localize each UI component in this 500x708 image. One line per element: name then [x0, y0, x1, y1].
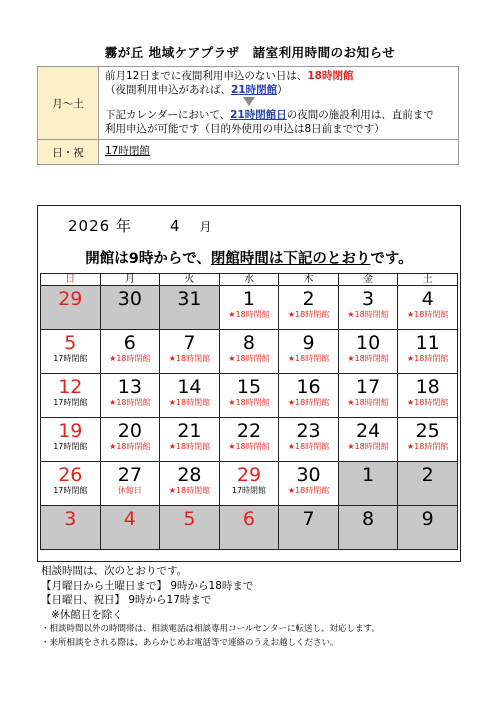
- calendar-day-cell: [41, 374, 101, 418]
- closing-note: 17時閉館: [53, 398, 88, 407]
- holiday-row: [38, 140, 459, 165]
- down-arrow-icon: [243, 97, 255, 106]
- weekday-line1-text: 前月12日までに夜間利用申込のない日は、: [105, 70, 308, 82]
- calendar-day-cell: [160, 506, 220, 550]
- day-number: 7: [183, 332, 196, 354]
- calendar-day-cell: [160, 330, 220, 374]
- calendar-day-cell: [160, 462, 220, 506]
- day-number: 28: [177, 464, 202, 486]
- closing-note: 17時閉館: [53, 442, 88, 451]
- arrow-row: [105, 97, 452, 109]
- day-number: 19: [58, 420, 83, 442]
- weekday-header: 金: [338, 274, 398, 286]
- calendar-day-cell: [41, 286, 101, 330]
- weekday-header: 月: [100, 274, 160, 286]
- weekday-label: 月～土: [38, 67, 99, 140]
- calendar-day-cell: [41, 418, 101, 462]
- closing-note: ★18時閉館: [287, 354, 330, 363]
- weekday-line2-text: （夜間利用申込があれば、: [105, 83, 231, 96]
- weekday-line4: 利用申込が可能です（目的外使用の申込は8日前までです）: [105, 122, 385, 135]
- weekday-row: [38, 67, 459, 140]
- day-number: 10: [356, 332, 381, 354]
- calendar-day-cell: [279, 506, 339, 550]
- day-number: 15: [236, 376, 262, 398]
- day-number: 23: [296, 420, 321, 442]
- closing-note: ★18時閉館: [407, 354, 449, 363]
- close-18-text: 18時閉館: [307, 70, 354, 82]
- calendar-day-cell: [338, 374, 398, 418]
- day-number: 11: [415, 332, 440, 354]
- calendar-week-row: [41, 374, 458, 418]
- calendar-body: [41, 286, 458, 550]
- calendar-day-cell: [398, 506, 458, 550]
- calendar-day-cell: [219, 286, 279, 330]
- calendar-box: [37, 205, 461, 562]
- closing-note: 17時閉館: [53, 354, 88, 363]
- calendar-day-cell: [160, 286, 220, 330]
- day-number: 22: [236, 420, 262, 442]
- day-number: 5: [64, 332, 77, 354]
- calendar-header: [68, 215, 212, 236]
- calendar-day-cell: [279, 418, 339, 462]
- calendar-week-row: [41, 506, 458, 550]
- weekday-line2: [105, 84, 452, 98]
- closing-note: 17時閉館: [53, 486, 88, 495]
- day-number: 12: [58, 376, 83, 398]
- calendar-week-row: [41, 330, 458, 374]
- consultation-notes: [41, 564, 380, 650]
- calendar-day-cell: [219, 374, 279, 418]
- calendar-day-cell: [100, 506, 160, 550]
- day-number: 6: [242, 508, 256, 530]
- day-number: 21: [177, 420, 202, 442]
- day-number: 30: [296, 464, 321, 486]
- calendar-day-cell: [338, 506, 398, 550]
- calendar-day-cell: [41, 330, 101, 374]
- notes-line3: 【日曜日、祝日】 9時から17時まで: [41, 594, 212, 606]
- weekday-header: 火: [160, 274, 220, 286]
- closing-note: ★18時閉館: [287, 442, 330, 451]
- notes-line2: 【月曜日から土曜日まで】 9時から18時まで: [41, 579, 254, 592]
- closing-note: ★18時閉館: [168, 354, 211, 363]
- day-number: 29: [236, 464, 262, 486]
- close-21-day-text: 21時閉館日: [230, 109, 287, 121]
- day-number: 8: [242, 332, 256, 354]
- calendar-day-cell: [41, 462, 101, 506]
- calendar-day-cell: [398, 374, 458, 418]
- calendar-day-cell: [160, 374, 220, 418]
- closing-note: ★18時閉館: [168, 442, 211, 451]
- day-number: 5: [183, 508, 196, 530]
- day-number: 14: [177, 376, 202, 398]
- day-number: 29: [58, 288, 83, 310]
- notes-line1: 相談時間は、次のとおりです。: [41, 565, 188, 577]
- calendar-day-cell: [279, 462, 339, 506]
- weekday-line3-text: 下記カレンダーにおいて、: [105, 109, 231, 121]
- closing-note: ★18時閉館: [228, 442, 270, 451]
- weekday-header: 水: [219, 274, 279, 286]
- day-number: 2: [302, 288, 315, 310]
- calendar-day-cell: [219, 506, 279, 550]
- day-number: 6: [123, 332, 136, 354]
- day-number: 24: [356, 420, 381, 442]
- calendar-month-unit: 月: [199, 220, 212, 234]
- closing-note: ★18時閉館: [287, 398, 330, 407]
- calendar-day-cell: [219, 330, 279, 374]
- weekday-line2-end: ）: [277, 83, 288, 96]
- calendar-day-cell: [398, 418, 458, 462]
- day-number: 1: [362, 464, 375, 486]
- calendar-year: 2026 年: [68, 217, 132, 235]
- calendar-day-cell: [398, 330, 458, 374]
- closing-note: 17時閉館: [231, 486, 267, 495]
- day-number: 20: [117, 420, 142, 442]
- calendar-week-row: [41, 462, 458, 506]
- day-number: 26: [58, 464, 83, 486]
- weekday-header: 土: [398, 274, 458, 286]
- closing-note: ★18時閉館: [109, 354, 151, 363]
- calendar-day-cell: [279, 374, 339, 418]
- closing-note: ★18時閉館: [228, 354, 270, 363]
- notice-text-c: です。: [370, 251, 413, 267]
- day-number: 9: [421, 508, 434, 530]
- day-number: 8: [362, 508, 375, 530]
- calendar-month: 4: [169, 217, 180, 235]
- closing-note: ★18時閉館: [407, 310, 449, 319]
- day-number: 3: [362, 288, 375, 310]
- closing-note: ★18時閉館: [228, 398, 270, 407]
- weekday-line3: [105, 109, 452, 123]
- closing-note: ★18時閉館: [109, 442, 151, 451]
- calendar-day-cell: [100, 418, 160, 462]
- calendar-notice: [38, 247, 460, 268]
- weekday-content: [99, 67, 459, 140]
- calendar-grid: [40, 273, 458, 550]
- closing-note: ★18時閉館: [287, 486, 330, 495]
- day-number: 3: [64, 508, 77, 530]
- notice-text-b: 閉館時間は下記のとおり: [210, 251, 371, 267]
- notice-text-a: 開館は9時からで、: [85, 251, 211, 267]
- hours-info-table: [37, 66, 459, 165]
- day-number: 4: [421, 288, 434, 310]
- closing-note: ★18時閉館: [168, 486, 211, 495]
- day-number: 1: [242, 288, 256, 310]
- holiday-label: 日・祝: [38, 140, 99, 165]
- day-number: 31: [177, 288, 202, 310]
- day-number: 17: [356, 376, 381, 398]
- holiday-content: [99, 140, 459, 165]
- closing-note: ★18時閉館: [168, 398, 211, 407]
- day-number: 9: [302, 332, 315, 354]
- weekday-line1: [105, 70, 452, 84]
- calendar-day-cell: [100, 462, 160, 506]
- calendar-day-cell: [100, 286, 160, 330]
- notes-line6: ・来所相談をされる際は、あらかじめお電話等で連絡のうえお越しください。: [41, 638, 339, 648]
- calendar-day-cell: [219, 462, 279, 506]
- calendar-day-cell: [41, 506, 101, 550]
- calendar-day-cell: [338, 330, 398, 374]
- page-title: 霧が丘 地域ケアプラザ 諸室利用時間のお知らせ: [104, 45, 396, 60]
- weekday-line3-end: の夜間の施設利用は、直前まで: [286, 109, 434, 121]
- calendar-day-cell: [338, 286, 398, 330]
- calendar-day-cell: [160, 418, 220, 462]
- closing-note: ★18時閉館: [347, 310, 389, 319]
- day-number: 27: [117, 464, 142, 486]
- day-number: 16: [296, 376, 321, 398]
- calendar-day-cell: [398, 286, 458, 330]
- calendar-day-cell: [398, 462, 458, 506]
- calendar-day-cell: [338, 418, 398, 462]
- calendar-week-row: [41, 418, 458, 462]
- calendar-day-cell: [279, 286, 339, 330]
- calendar-day-cell: [100, 374, 160, 418]
- closing-note: ★18時閉館: [347, 398, 389, 407]
- calendar-day-cell: [219, 418, 279, 462]
- calendar-day-cell: [338, 462, 398, 506]
- closing-note: ★18時閉館: [347, 354, 389, 363]
- holiday-text: 17時閉館: [105, 145, 150, 158]
- day-number: 30: [117, 288, 142, 310]
- day-number: 18: [415, 376, 440, 398]
- closing-note: ★18時閉館: [109, 398, 151, 407]
- calendar-day-cell: [100, 330, 160, 374]
- notes-line4: ※休館日を除く: [51, 608, 123, 621]
- close-21-text: 21時閉館: [231, 83, 278, 96]
- day-number: 13: [117, 376, 142, 398]
- day-number: 4: [123, 508, 136, 530]
- calendar-day-cell: [279, 330, 339, 374]
- closing-note: ★18時閉館: [287, 310, 330, 319]
- closing-note: ★18時閉館: [347, 442, 389, 451]
- calendar-week-row: [41, 286, 458, 330]
- day-number: 2: [421, 464, 434, 486]
- closing-note: 休館日: [117, 486, 142, 495]
- notes-line5: ・相談時間以外の時間帯は、相談電話は相談専用コールセンターに転送し、対応します。: [41, 624, 380, 634]
- weekday-header: 日: [41, 274, 101, 286]
- weekday-header-row: [41, 274, 458, 286]
- weekday-header: 木: [279, 274, 339, 286]
- closing-note: ★18時閉館: [407, 398, 449, 407]
- closing-note: ★18時閉館: [228, 310, 270, 319]
- day-number: 25: [415, 420, 440, 442]
- day-number: 7: [302, 508, 315, 530]
- closing-note: ★18時閉館: [407, 442, 449, 451]
